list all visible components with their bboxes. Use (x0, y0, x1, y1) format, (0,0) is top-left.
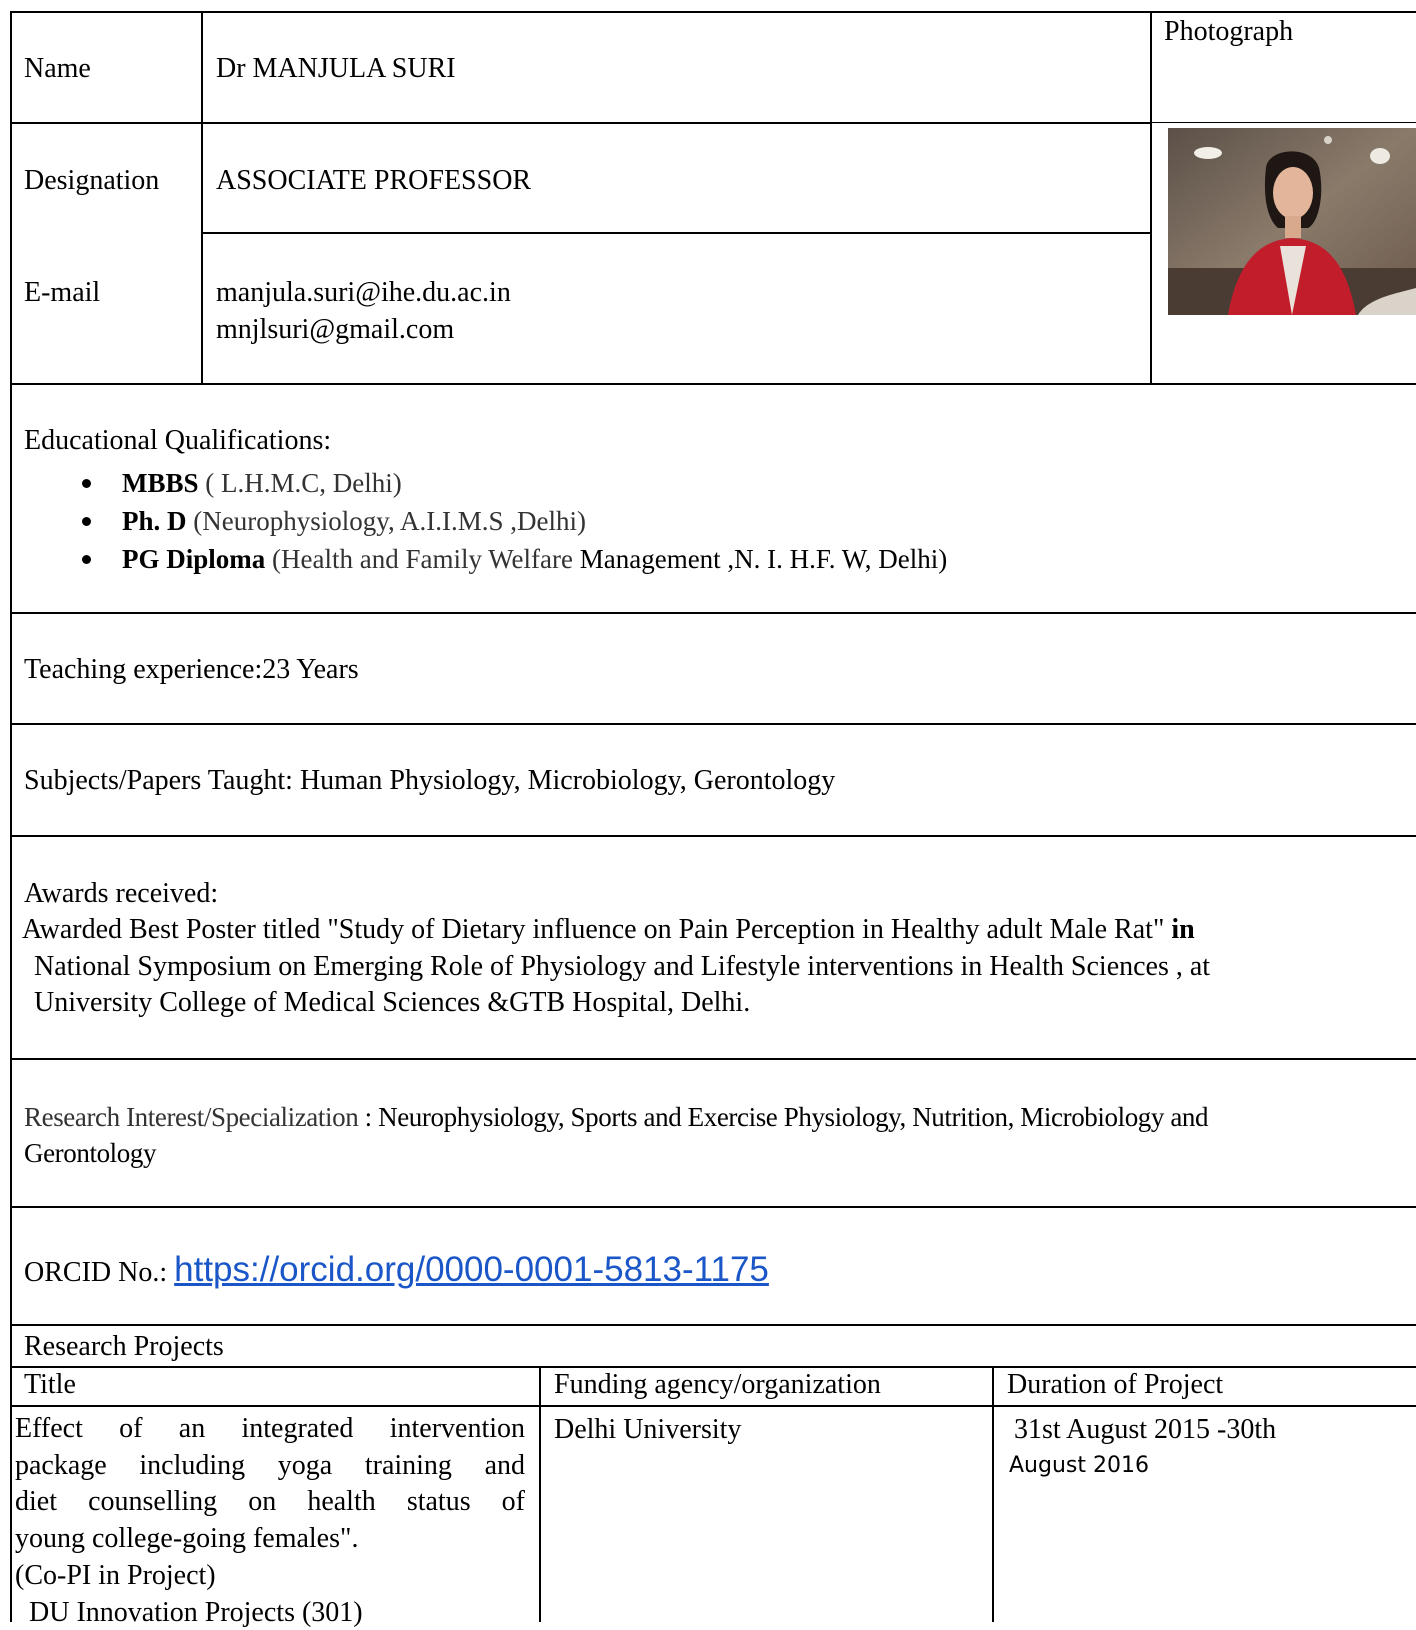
bullet-icon (82, 517, 91, 526)
column-header-funding: Funding agency/organization (554, 1369, 881, 1400)
teaching-experience: Teaching experience:23 Years (24, 654, 359, 685)
project-role: (Co-PI in Project) (15, 1560, 216, 1591)
degree-detail: (Health and Family Welfare (265, 544, 573, 574)
project-duration-end: August 2016 (1009, 1453, 1149, 1478)
portrait-photo (1168, 128, 1416, 315)
table-border-left (10, 11, 12, 1622)
education-list (82, 464, 947, 578)
degree-name: MBBS (122, 468, 199, 498)
email-primary: manjula.suri@ihe.du.ac.in (216, 277, 511, 308)
table-border-top (10, 11, 1416, 13)
photograph-label: Photograph (1164, 16, 1294, 47)
row-divider-designation (201, 232, 1150, 234)
orcid-row (24, 1248, 769, 1295)
row-divider-email (10, 383, 1416, 385)
row-divider-photo (1150, 122, 1416, 123)
row-divider-name (10, 122, 1150, 124)
education-heading: Educational Qualifications: (24, 425, 332, 456)
bullet-icon (82, 479, 91, 488)
name-label: Name (24, 53, 91, 84)
photo-column-divider (1150, 11, 1152, 385)
award-title: Awarded Best Poster titled "Study of Dietary influence on Pain Perception in Healthy adult Male Rat" (22, 914, 1172, 945)
project-title (15, 1411, 525, 1557)
section-divider-teaching (10, 723, 1416, 725)
degree-name: PG Diploma (122, 544, 266, 574)
award-in: in (1171, 914, 1195, 945)
section-divider-subjects (10, 835, 1416, 837)
orcid-link[interactable]: https://orcid.org/0000-0001-5813-1175 (174, 1250, 769, 1289)
subjects-taught: Subjects/Papers Taught: Human Physiology, Microbiology, Gerontology (24, 765, 836, 796)
degree-name: Ph. D (122, 506, 187, 536)
project-title-line: package including yoga training and (15, 1449, 525, 1481)
email-label: E-mail (24, 277, 101, 308)
projects-heading: Research Projects (24, 1331, 224, 1362)
section-divider-research (10, 1206, 1416, 1208)
label-column-divider (201, 11, 203, 385)
degree-detail-extra: Management ,N. I. H.F. W, Delhi) (572, 544, 948, 574)
project-title-line: diet counselling on health status of (15, 1486, 525, 1517)
award-line-2: National Symposium on Emerging Role of Physiology and Lifestyle interventions in Health Sciences , at (34, 951, 1211, 982)
projects-column-header-divider (10, 1405, 1416, 1407)
project-title-line: young college-going females". (15, 1522, 359, 1554)
designation-label: Designation (24, 165, 160, 196)
bullet-icon (82, 555, 91, 564)
education-item (82, 502, 947, 540)
orcid-label: ORCID No.: (24, 1257, 175, 1288)
column-header-duration: Duration of Project (1007, 1369, 1224, 1400)
project-title-line: Effect of an integrated intervention (15, 1413, 525, 1444)
section-divider-education (10, 612, 1416, 614)
education-item (82, 464, 947, 502)
name-value: Dr MANJULA SURI (216, 53, 456, 84)
designation-value: ASSOCIATE PROFESSOR (216, 165, 532, 196)
research-interest-value: : Neurophysiology, Sports and Exercise Physiology, Nutrition, Microbiology and (358, 1102, 1209, 1132)
project-duration: 31st August 2015 -30th (1007, 1414, 1277, 1445)
research-interest-line-2: Gerontology (24, 1138, 157, 1168)
award-line-3: University College of Medical Sciences &GTB Hospital, Delhi. (34, 987, 751, 1018)
degree-detail: (Neurophysiology, A.I.I.M.S ,Delhi) (186, 506, 586, 536)
section-divider-orcid (10, 1324, 1416, 1326)
research-interest (24, 1099, 1208, 1135)
section-divider-awards (10, 1058, 1416, 1060)
email-secondary: mnjlsuri@gmail.com (216, 314, 455, 345)
project-funding: Delhi University (554, 1414, 742, 1445)
column-header-title: Title (24, 1369, 76, 1400)
research-interest-label: Research Interest/Specialization (24, 1102, 359, 1132)
award-line-1 (22, 913, 1195, 947)
awards-heading: Awards received: (24, 878, 219, 909)
education-item (82, 540, 947, 578)
degree-detail: ( L.H.M.C, Delhi) (198, 468, 402, 498)
project-scheme: DU Innovation Projects (301) (15, 1597, 363, 1628)
